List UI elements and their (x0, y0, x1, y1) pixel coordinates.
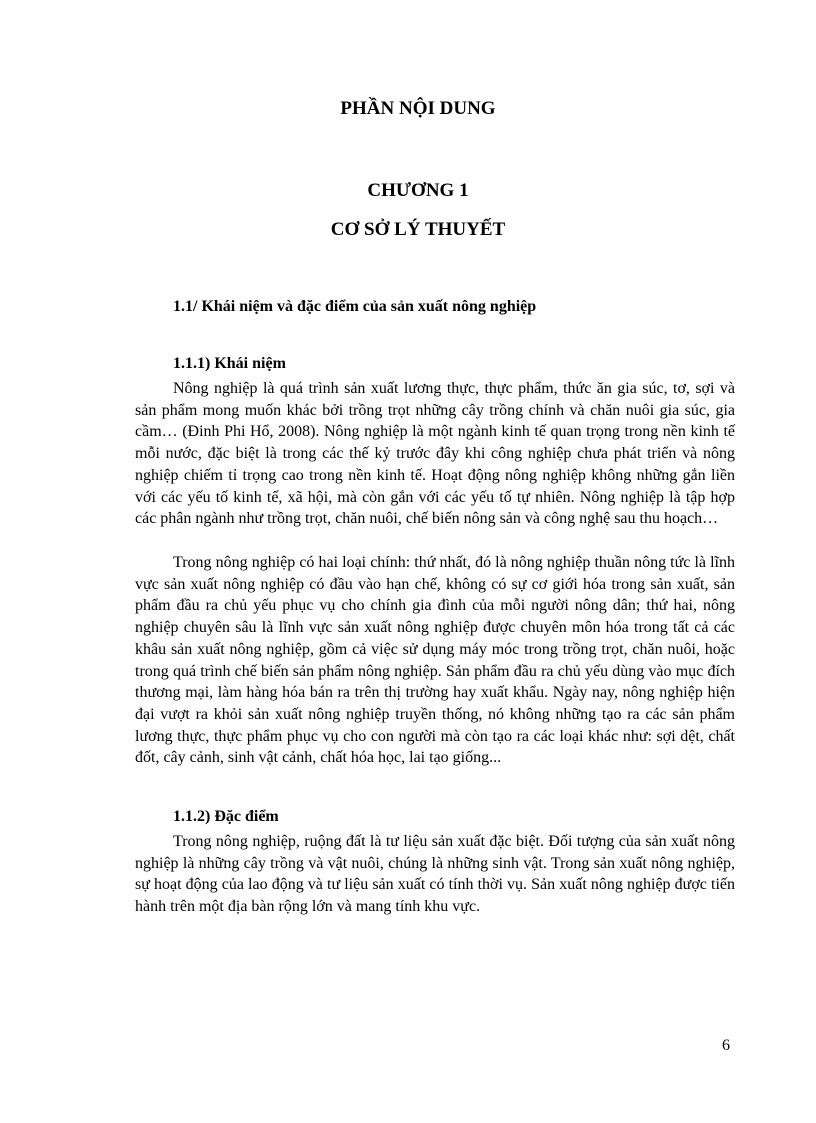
paragraph-types: Trong nông nghiệp có hai loại chính: thứ nhất, đó là nông nghiệp thuần nông tức là lĩnh vực sản xuất nông nghiệp có đầu vào hạn chế, không có sự cơ giới hóa trong sản xuất, sản phẩm đầu ra chủ yếu phục vụ cho chính gia đình của mỗi người nông dân; thứ hai, nông nghiệp chuyên sâu là lĩnh vực sản xuất nông nghiệp được chuyên môn hóa trong tất cả các khâu sản xuất nông nghiệp, gồm cả việc sử dụng máy móc trong trồng trọt, chăn nuôi, hoặc trong quá trình chế biến sản phẩm nông nghiệp. Sản phẩm đầu ra chủ yếu dùng vào mục đích thương mại, làm hàng hóa bán ra trên thị trường hay xuất khẩu. Ngày nay, nông nghiệp hiện đại vượt ra khỏi sản xuất nông nghiệp truyền thống, nó không những tạo ra các sản phẩm lương thực, thực phẩm phục vụ cho con người mà còn tạo ra các loại khác như: sợi dệt, chất đốt, cây cảnh, sinh vật cảnh, chất hóa học, lai tạo giống... (135, 554, 735, 767)
part-title: PHẦN NỘI DUNG (340, 98, 496, 119)
section-heading-1-1-1: 1.1.1) Khái niệm (173, 355, 286, 372)
chapter-subtitle: CƠ SỞ LÝ THUYẾT (330, 219, 506, 240)
section-heading-1-1-2: 1.1.2) Đặc điểm (173, 808, 279, 825)
section-heading-1-1: 1.1/ Khái niệm và đặc điểm của sản xuất nông nghiệp (173, 298, 537, 315)
paragraph-characteristics: Trong nông nghiệp, ruộng đất là tư liệu sản xuất đặc biệt. Đối tượng của sản xuất nông nghiệp là những cây trồng và vật nuôi, chúng là những sinh vật. Trong sản xuất nông nghiệp, sự hoạt động của lao động và tư liệu sản xuất có tính thời vụ. Sản xuất nông nghiệp được tiến hành trên một địa bàn rộng lớn và mang tính khu vực. (135, 833, 735, 916)
chapter-title: CHƯƠNG 1 (367, 180, 469, 201)
page-number: 6 (722, 1037, 730, 1054)
paragraph-definition: Nông nghiệp là quá trình sản xuất lương thực, thực phẩm, thức ăn gia súc, tơ, sợi và sản phẩm mong muốn khác bởi trồng trọt những cây trồng chính và chăn nuôi gia súc, gia cầm… (Đinh Phi Hổ, 2008). Nông nghiệp là một ngành kinh tế quan trọng trong nền kinh tế mỗi nước, đặc biệt là trong các thế kỷ trước đây khi công nghiệp chưa phát triển và nông nghiệp chiếm tỉ trọng cao trong nền kinh tế. Hoạt động nông nghiệp không những gắn liền với các yếu tố kinh tế, xã hội, mà còn gắn với các yếu tố tự nhiên. Nông nghiệp là tập hợp các phân ngành như trồng trọt, chăn nuôi, chế biến nông sản và công nghệ sau thu hoạch… (135, 380, 735, 528)
